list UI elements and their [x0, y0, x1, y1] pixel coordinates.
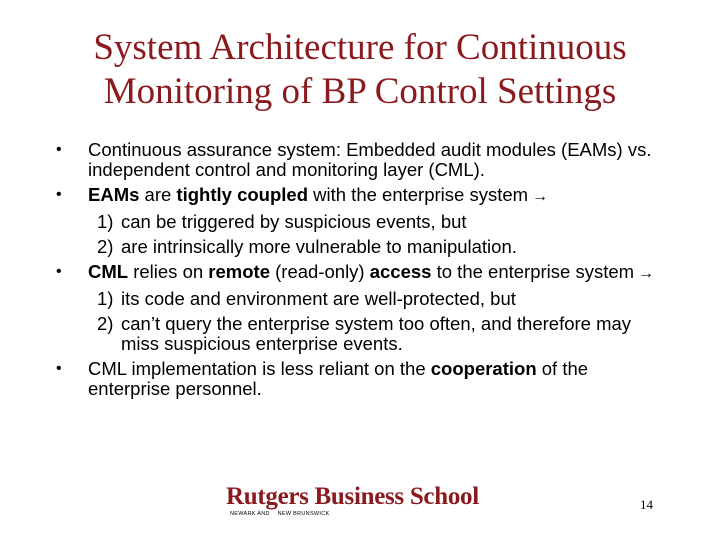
bullet-4-text-b: of the enterprise personnel.: [88, 358, 589, 399]
page-number: 14: [640, 497, 653, 512]
item-number: 1): [97, 211, 114, 232]
bullet-3-text-a: relies on: [128, 261, 209, 282]
logo-sub-left: NEWARK AND: [230, 511, 270, 517]
bullet-3-text-b: (read-only): [270, 261, 370, 282]
rutgers-logo: [226, 484, 506, 518]
item-number: 2): [97, 236, 114, 257]
bullet-dot-icon: •: [56, 141, 62, 158]
slide-title-line-2: Monitoring of BP Control Settings: [103, 71, 617, 112]
bullet-4-text: [88, 358, 588, 399]
item-text: its code and environment are well-protected, but: [121, 288, 516, 309]
bullet-2: [56, 185, 666, 257]
bullet-2-item-1: [88, 212, 666, 232]
bullet-2-bold-eams: EAMs: [88, 184, 140, 205]
bullet-2-text-a: are: [139, 184, 177, 205]
bullet-4-bold-cooperation: cooperation: [430, 358, 537, 379]
bullet-dot-icon: •: [56, 360, 62, 377]
bullet-3: [56, 262, 666, 354]
slide-title-line-1: System Architecture for Continuous: [93, 27, 627, 68]
item-number: 2): [97, 313, 114, 334]
bullet-4-text-a: CML implementation is less reliant on the: [88, 358, 431, 379]
bullet-3-bold-remote: remote: [208, 261, 270, 282]
item-text: can’t query the enterprise system too often, and therefore may miss suspicious enterprise events.: [121, 313, 632, 354]
logo-sub-right: NEW BRUNSWICK: [277, 511, 330, 517]
bullet-2-text-b: with the enterprise system: [308, 184, 529, 205]
arrow-right-icon: →: [532, 188, 549, 205]
bullet-3-text: [88, 261, 654, 282]
bullet-3-text-c: to the enterprise system: [431, 261, 635, 282]
bullet-1-text: Continuous assurance system: Embedded audit modules (EAMs) vs. independent control and monitoring layer (CML).: [88, 139, 652, 180]
bullet-3-item-2: [88, 314, 666, 354]
bullet-dot-icon: •: [56, 186, 62, 203]
slide-title: [0, 26, 720, 114]
bullet-2-bold-tightly-coupled: tightly coupled: [176, 184, 308, 205]
bullet-3-item-1: [88, 289, 666, 309]
arrow-right-icon: →: [638, 265, 655, 282]
logo-subtext: [226, 510, 506, 518]
bullet-list: [56, 140, 666, 404]
item-text: are intrinsically more vulnerable to manipulation.: [121, 236, 517, 257]
bullet-2-text: [88, 184, 548, 205]
logo-text: Rutgers Business School: [226, 483, 479, 510]
bullet-3-bold-cml: CML: [88, 261, 129, 282]
bullet-dot-icon: •: [56, 263, 62, 280]
bullet-3-bold-access: access: [369, 261, 432, 282]
bullet-1: [56, 140, 666, 180]
item-text: can be triggered by suspicious events, but: [121, 211, 467, 232]
bullet-2-item-2: [88, 237, 666, 257]
bullet-4: [56, 359, 666, 399]
item-number: 1): [97, 288, 114, 309]
